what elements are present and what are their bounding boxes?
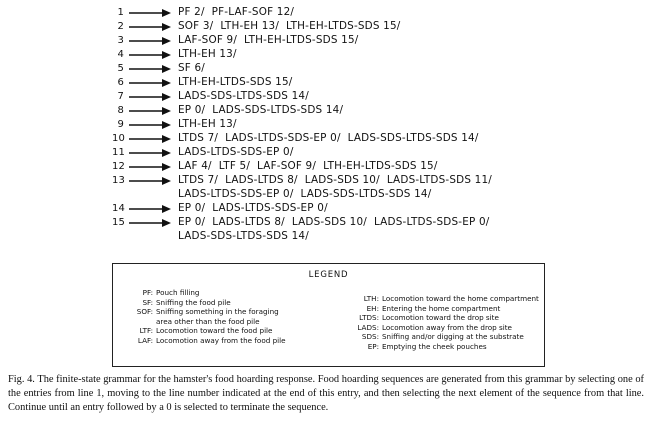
grammar-entries [178,62,598,76]
grammar-entry-text: LTH-EH 13/ [178,48,237,60]
line-number: 6 [117,77,124,88]
legend-abbreviation: LTDS: [359,313,379,323]
grammar-entries [178,146,598,160]
line-number: 1 [117,7,124,18]
legend-abbreviation: LAF: [137,335,153,345]
legend-definition [382,313,543,323]
grammar-entry-text: SOF 3/ LTH-EH 13/ LTH-EH-LTDS-SDS 15/ [178,20,401,32]
line-number: 3 [117,35,124,46]
legend-definition [382,332,543,342]
line-number: 12 [112,161,126,172]
grammar-line [112,20,632,34]
line-number: 13 [112,175,126,186]
grammar-entries [178,34,598,48]
legend-abbreviation: LADS: [357,322,379,332]
grammar-entry-text: LADS-SDS-LTDS-SDS 14/ [178,90,309,102]
grammar-entry-text: LTDS 7/ LADS-LTDS 8/ LADS-SDS 10/ LADS-LTDS-SDS 11/ [178,174,492,186]
grammar-entries [178,132,598,146]
grammar-entries [178,160,598,174]
legend-definition-line: Entering the home compartment [382,303,501,313]
legend-definition-line: Locomotion toward the food pile [156,326,273,336]
legend-definition-line: Locomotion toward the drop site [382,313,499,323]
grammar-line [112,216,632,244]
arrow-icon [128,202,172,216]
legend-abbreviation: LTF: [139,326,153,336]
figure-caption: Fig. 4. The finite-state grammar for the hamster's food hoarding response. Food hoarding sequences are generated from this grammar by selecting one of the entries from line 1, moving to the line number indicated at the end of this entry, and then selecting the next element of the sequence from that line. Continue until an entry followed by a 0 is selected to terminate the sequence. [8,374,644,413]
line-number: 8 [117,105,124,116]
legend-abbreviation: SDS: [361,332,379,342]
legend-abbreviation: EH: [366,303,379,313]
grammar-entry-text: EP 0/ LADS-SDS-LTDS-SDS 14/ [178,104,344,116]
grammar-line [112,104,632,118]
grammar-line [112,34,632,48]
arrow-icon [128,62,172,76]
legend-definition [382,304,543,314]
legend-definition [156,307,344,326]
arrow-icon [128,104,172,118]
legend-definition [156,326,344,336]
grammar-entries [178,174,598,202]
legend-definition-line: Emptying the cheek pouches [382,341,487,351]
legend-definition-line: Locomotion toward the home compartment [382,294,539,303]
arrow-icon [128,6,172,20]
grammar-entries [178,104,598,118]
grammar-entry-text: LTDS 7/ LADS-LTDS-SDS-EP 0/ LADS-SDS-LTDS-SDS 14/ [178,132,479,144]
grammar-entries [178,202,598,216]
legend-definition [382,323,543,333]
grammar-entries [178,20,598,34]
grammar-line [112,174,632,202]
legend-definition-line: Sniffing the food pile [156,297,231,307]
legend-entry [119,336,344,346]
legend-abbreviation: EP: [367,341,379,351]
grammar-entry-text: SF 6/ [178,62,205,74]
line-number: 2 [117,21,124,32]
arrow-icon [128,90,172,104]
grammar-entries [178,76,598,90]
legend-abbreviation: SOF: [136,307,153,317]
legend-definition-line: Locomotion away from the food pile [156,335,286,345]
line-number: 4 [117,49,124,60]
legend-abbreviation: LTH: [363,294,379,303]
legend-entry [325,323,543,333]
grammar-line [112,132,632,146]
legend-definition [382,294,543,304]
legend-right-column [325,294,543,352]
line-number: 10 [112,133,126,144]
arrow-icon [128,118,172,132]
legend-left-column [119,288,344,346]
grammar-entry-text: LTH-EH 13/ [178,118,237,130]
grammar-entry-text: LADS-LTDS-SDS-EP 0/ [178,146,294,158]
legend-definition-line: Locomotion away from the drop site [382,322,512,332]
grammar-line [112,160,632,174]
grammar-entries [178,90,598,104]
arrow-icon [128,174,172,188]
grammar-entry-text: LAF-SOF 9/ LTH-EH-LTDS-SDS 15/ [178,34,359,46]
line-number: 5 [117,63,124,74]
legend-entry [119,326,344,336]
line-number: 15 [112,216,126,228]
legend-abbreviation: SF: [142,297,153,307]
arrow-icon [128,146,172,160]
arrow-icon [128,20,172,34]
legend-entry [325,313,543,323]
legend-entry [325,332,543,342]
grammar-entry-text: EP 0/ LADS-LTDS 8/ LADS-SDS 10/ LADS-LTDS-SDS-EP 0/ [178,215,490,228]
grammar-line [112,90,632,104]
legend-definition-line: area other than the food pile [156,316,260,326]
arrow-icon [128,48,172,62]
grammar-line [112,146,632,160]
arrow-icon [128,34,172,48]
grammar-entry-text: EP 0/ LADS-LTDS-SDS-EP 0/ [178,201,328,214]
legend-definition [156,336,344,346]
line-number: 11 [112,147,126,158]
legend-abbreviation: PF: [142,288,153,297]
grammar-line [112,6,632,20]
grammar-line [112,76,632,90]
legend-definition [156,288,344,298]
grammar-entries [178,48,598,62]
legend-definition-line: Pouch filling [156,288,200,297]
grammar-entry-text: LAF 4/ LTF 5/ LAF-SOF 9/ LTH-EH-LTDS-SDS 15/ [178,160,438,172]
grammar-entries [178,118,598,132]
arrow-icon [128,216,172,230]
legend-definition-line: Sniffing something in the foraging [156,307,279,317]
legend-definition [156,298,344,308]
line-number: 9 [117,119,124,130]
legend-box [112,263,545,367]
grammar-line [112,118,632,132]
grammar-list [112,6,632,244]
legend-entry [325,304,543,314]
grammar-entry-text: LADS-SDS-LTDS-SDS 14/ [178,229,309,242]
line-number: 14 [112,202,126,214]
legend-entry [119,298,344,308]
line-number: 7 [117,91,124,102]
grammar-entry-text: PF 2/ PF-LAF-SOF 12/ [178,6,295,18]
grammar-entries [178,6,598,20]
grammar-line [112,48,632,62]
grammar-line [112,202,632,216]
arrow-icon [128,76,172,90]
arrow-icon [128,132,172,146]
legend-entry [325,342,543,352]
grammar-line [112,62,632,76]
legend-definition [382,342,543,352]
legend-definition-line: Sniffing and/or digging at the substrate [382,332,524,342]
legend-title: LEGEND [308,270,349,280]
grammar-entry-text: LTH-EH-LTDS-SDS 15/ [178,76,293,88]
legend-entry [119,288,344,298]
arrow-icon [128,160,172,174]
legend-entry [325,294,543,304]
legend-entry [119,307,344,326]
grammar-entries [178,216,598,244]
grammar-entry-text: LADS-LTDS-SDS-EP 0/ LADS-SDS-LTDS-SDS 14/ [178,187,432,200]
